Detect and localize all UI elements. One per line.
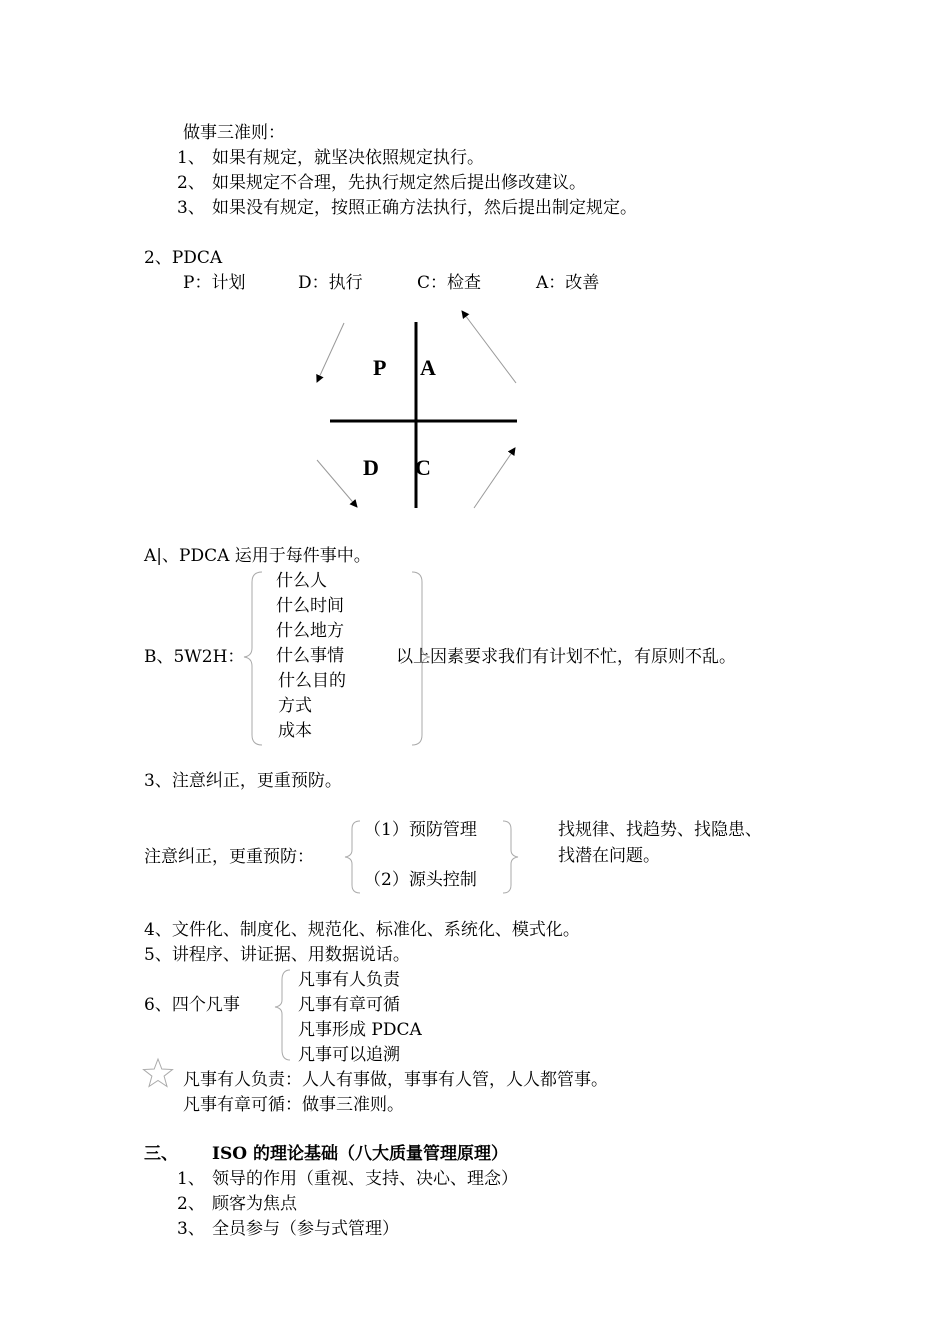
star-icon: [144, 1059, 173, 1087]
pdca-usage-line: A|、PDCA 运用于每件事中。: [144, 546, 371, 566]
w5h2-item: 什么时间: [276, 596, 344, 616]
iso-item-1-num: 1、: [177, 1169, 205, 1189]
legend-p: P：计划: [183, 273, 246, 293]
w5h2-item: 什么目的: [278, 671, 346, 691]
legend-d: D：执行: [298, 273, 363, 293]
arrow-c-to-a: [474, 448, 515, 508]
legend-c: C：检查: [417, 273, 482, 293]
w5h2-item: 成本: [278, 721, 312, 741]
section3-note-1: 找规律、找趋势、找隐患、: [558, 820, 762, 840]
rules-heading: 做事三准则：: [183, 123, 285, 143]
iso-section-title: ISO 的理论基础（八大质量管理原理）: [212, 1144, 508, 1164]
w5h2-item: 什么人: [276, 571, 327, 591]
prevention-left-brace: [345, 821, 360, 893]
prevention-item-1: （1）预防管理: [364, 820, 477, 840]
section3-heading: 3、注意纠正，更重预防。: [144, 771, 342, 791]
fanshi-item: 凡事有章可循: [298, 995, 400, 1015]
rule-2-text: 如果规定不合理，先执行规定然后提出修改建议。: [212, 173, 586, 193]
line-4: 4、文件化、制度化、规范化、标准化、系统化、模式化。: [144, 920, 580, 940]
quadrant-d: D: [363, 455, 379, 480]
w5h2-item: 方式: [278, 696, 312, 716]
arrow-p-to-d: [317, 323, 344, 382]
prevention-right-brace: [503, 821, 518, 893]
w5h2-label: B、5W2H：: [144, 647, 245, 667]
fanshi-brace: [275, 970, 290, 1060]
prevention-item-2: （2）源头控制: [364, 870, 477, 890]
fanshi-item: 凡事有人负责: [298, 970, 400, 990]
rule-1-text: 如果有规定，就坚决依照规定执行。: [212, 148, 484, 168]
iso-item-2-num: 2、: [177, 1194, 205, 1214]
rule-3-num: 3、: [177, 198, 205, 218]
iso-section-num: 三、: [144, 1144, 178, 1164]
iso-item-3-num: 3、: [177, 1219, 205, 1239]
quadrant-p: P: [373, 355, 387, 380]
rule-3-text: 如果没有规定，按照正确方法执行，然后提出制定规定。: [212, 198, 637, 218]
pdca-heading: 2、PDCA: [144, 248, 223, 268]
legend-a: A：改善: [536, 273, 600, 293]
fanshi-item: 凡事形成 PDCA: [298, 1020, 422, 1040]
iso-item-1-text: 领导的作用（重视、支持、决心、理念）: [212, 1169, 518, 1189]
w5h2-left-brace: [244, 572, 262, 745]
section3-note-2: 找潜在问题。: [558, 846, 660, 866]
w5h2-note: 以上因素要求我们有计划不忙，有原则不乱。: [396, 647, 736, 667]
iso-item-2-text: 顾客为焦点: [212, 1194, 297, 1214]
line-5: 5、讲程序、讲证据、用数据说话。: [144, 945, 410, 965]
fanshi-label: 6、四个凡事: [144, 995, 240, 1015]
quadrant-c: C: [415, 455, 431, 480]
w5h2-item: 什么事情: [276, 646, 344, 666]
note-1: 凡事有人负责：人人有事做，事事有人管，人人都管事。: [183, 1070, 608, 1090]
note-2: 凡事有章可循：做事三准则。: [183, 1095, 404, 1115]
section3-label: 注意纠正，更重预防：: [144, 847, 314, 867]
quadrant-a: A: [420, 355, 436, 380]
arrow-a-to-p: [462, 311, 516, 383]
rule-2-num: 2、: [177, 173, 205, 193]
arrow-d-to-c: [317, 460, 357, 507]
rule-1-num: 1、: [177, 148, 205, 168]
iso-item-3-text: 全员参与（参与式管理）: [212, 1219, 399, 1239]
w5h2-item: 什么地方: [276, 621, 344, 641]
fanshi-item: 凡事可以追溯: [298, 1045, 400, 1065]
